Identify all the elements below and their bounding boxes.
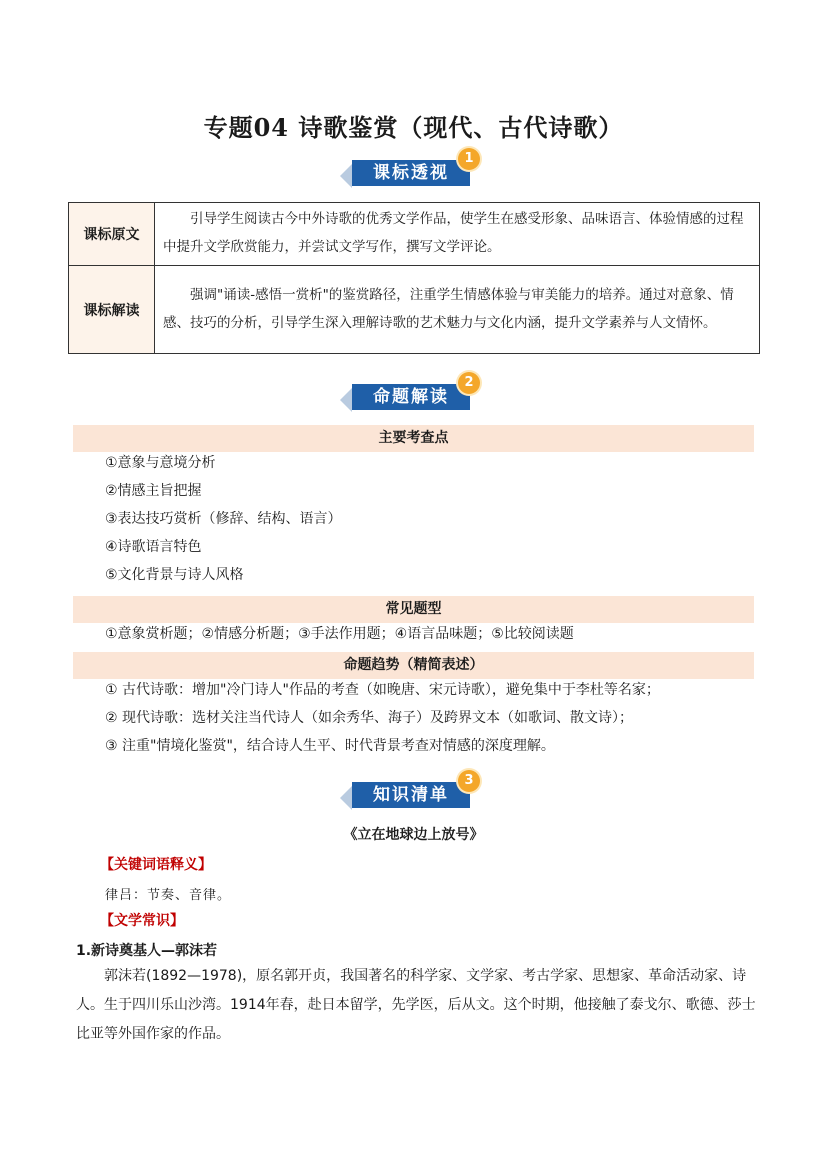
exam-points-heading: 主要考查点 <box>73 425 754 452</box>
badge-number: 1 <box>458 148 480 170</box>
table-body-cell: 引导学生阅读古今中外诗歌的优秀文学作品，使学生在感受形象、品味语言、体验情感的过程中提升文学欣赏能力，并尝试文学写作，撰写文学评论。 <box>155 203 760 266</box>
list-item: ① 古代诗歌：增加"冷门诗人"作品的考查（如晚唐、宋元诗歌），避免集中于李杜等名家； <box>105 682 660 698</box>
table-row <box>69 203 760 266</box>
question-types-text: ①意象赏析题；②情感分析题；③手法作用题；④语言品味题；⑤比较阅读题 <box>105 626 574 642</box>
table-head-cell: 课标解读 <box>69 266 155 354</box>
list-item: ③ 注重"情境化鉴赏"，结合诗人生平、时代背景考查对情感的深度理解。 <box>105 738 555 754</box>
word-note: 律吕：节奏、音律。 <box>105 888 232 903</box>
trends-heading: 命题趋势（精简表述） <box>73 652 754 679</box>
section-badge-curriculum <box>340 148 490 196</box>
list-item: ②情感主旨把握 <box>105 483 202 499</box>
page-title: 专题04 诗歌鉴赏（现代、古代诗歌） <box>203 113 624 142</box>
list-item: ①意象与意境分析 <box>105 455 216 471</box>
section-heading: 1.新诗奠基人—郭沫若 <box>76 943 218 959</box>
poem-title: 《立在地球边上放号》 <box>343 827 484 843</box>
badge-label: 课标透视 <box>373 163 449 183</box>
question-types-heading: 常见题型 <box>73 596 754 623</box>
list-item: ③表达技巧赏析（修辞、结构、语言） <box>105 511 342 527</box>
list-item: ④诗歌语言特色 <box>105 539 202 555</box>
badge-number: 2 <box>458 372 480 394</box>
author-paragraph: 郭沫若(1892—1978)，原名郭开贞，我国著名的科学家、文学家、考古学家、思想家、革命活动家、诗人。生于四川乐山沙湾。1914年春，赴日本留学，先学医，后从文。这个时期，他接触了泰戈尔、歌德、莎士比亚等外国作家的作品。 <box>76 968 756 1042</box>
table-head-cell: 课标原文 <box>69 203 155 266</box>
badge-label: 知识清单 <box>373 785 449 805</box>
section-badge-knowledge <box>340 770 490 818</box>
table-row <box>69 266 760 354</box>
badge-number: 3 <box>458 770 480 792</box>
tag-key-words: 【关键词语释义】 <box>100 857 212 873</box>
standards-table <box>68 202 760 354</box>
tag-literature: 【文学常识】 <box>100 913 184 929</box>
table-body-cell: 强调"诵读-感悟一赏析"的鉴赏路径，注重学生情感体验与审美能力的培养。通过对意象、情感、技巧的分析，引导学生深入理解诗歌的艺术魅力与文化内涵，提升文学素养与人文情怀。 <box>155 266 760 354</box>
badge-label: 命题解读 <box>373 387 449 407</box>
list-item: ② 现代诗歌：选材关注当代诗人（如余秀华、海子）及跨界文本（如歌词、散文诗）； <box>105 710 633 726</box>
list-item: ⑤文化背景与诗人风格 <box>105 567 244 583</box>
section-badge-exam <box>340 372 490 420</box>
